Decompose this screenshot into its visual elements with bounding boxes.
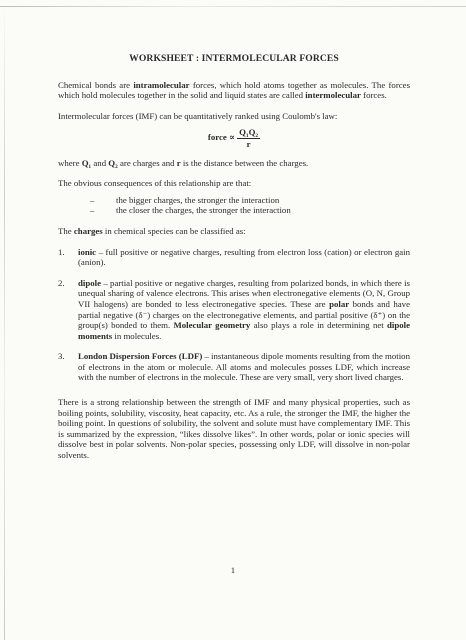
classify-text: in chemical species can be classified as:: [102, 225, 246, 236]
page-number: 1: [230, 565, 236, 575]
list-item-ionic: [58, 247, 410, 268]
item-number: 2.: [58, 277, 65, 288]
list-item: [58, 195, 410, 206]
item-number: 3.: [58, 351, 65, 362]
coulomb-formula: [58, 127, 410, 149]
charges-term: charges: [73, 225, 103, 236]
ldf-text: – instantaneous dipole moments resulting from the motion of electrons in the atom or molecule. All atoms and molecules posses LDF, which increase with the number of electrons in the molecule. These are very small, very short lived charges.: [78, 351, 410, 383]
intro-paragraph: [58, 80, 410, 101]
intro-text: forces.: [360, 90, 387, 101]
dipole-text: in molecules.: [112, 330, 162, 341]
list-item-text: the bigger charges, the stronger the interaction: [116, 194, 280, 205]
intro-text: forces, which hold atoms together as molecules. The forces which hold molecules together in the solid and liquid states are called: [58, 79, 410, 101]
intramolecular-term: intramolecular: [133, 79, 190, 90]
scan-edge-top: [0, 6, 466, 7]
closing-paragraph: There is a strong relationship between the strength of IMF and many physical properties, such as boiling points, solubility, viscosity, heat capacity, etc. As a rule, the stronger the IMF, the higher the boiling point. In questions of solubility, the solvent and solute must have complementary IMF. This is summarized by the expression, “likes dissolve likes”. In other words, polar or ionic species will dissolve best in polar solvents. Non-polar species, possessing only LDF, will dissolve in non-polar solvents.: [58, 397, 410, 461]
list-item-dipole: [58, 278, 410, 342]
formula-numerator: Q₁Q₂: [239, 127, 259, 138]
where-line: [58, 158, 410, 169]
formula-fraction: [237, 127, 260, 149]
where-text: is the distance between the charges.: [180, 157, 309, 168]
polar-term: polar: [329, 298, 350, 309]
consequences-list: [58, 195, 410, 216]
dipole-text: – partial positive or negative charges, resulting from polarized bonds, in which there is unequal sharing of valence electrons. This arises when electronegative elements (O, N, Group VII halogens) are bonded to less electronegative species. These are: [78, 277, 410, 309]
item-number: 1.: [58, 246, 65, 257]
list-item: [58, 205, 410, 216]
where-text: and: [91, 157, 109, 168]
q1-symbol: Q₁: [81, 157, 92, 168]
formula-lhs: force ∝: [207, 132, 235, 143]
dipole-term: dipole: [78, 277, 101, 288]
intro-text: Chemical bonds are: [58, 79, 134, 90]
dash-marker: –: [90, 205, 95, 216]
page-title: WORKSHEET : INTERMOLECULAR FORCES: [129, 53, 339, 64]
where-text: are charges and: [117, 157, 177, 168]
where-text: where: [58, 157, 82, 168]
classify-line: [58, 226, 410, 237]
scan-edge-left: [4, 0, 5, 640]
ionic-term: ionic: [78, 246, 97, 257]
consequences-lead: The obvious consequences of this relationship are that:: [58, 178, 252, 189]
list-item-ldf: [58, 351, 410, 383]
worksheet-page: [58, 54, 410, 471]
dipole-text: also plays a role in determining net: [250, 320, 387, 331]
dipole-moments-term: dipole moments: [78, 320, 410, 341]
classify-text: The: [58, 225, 74, 236]
coulomb-intro: Intermolecular forces (IMF) can be quantitatively ranked using Coulomb's law:: [58, 110, 338, 121]
list-item-text: the closer the charges, the stronger the interaction: [116, 205, 291, 216]
molecular-geometry-term: Molecular geometry: [173, 320, 251, 331]
dash-marker: –: [90, 194, 95, 205]
ldf-term: London Dispersion Forces (LDF): [78, 351, 203, 362]
q2-symbol: Q₂: [108, 157, 118, 168]
charge-types-list: [58, 247, 410, 384]
r-symbol: r: [176, 157, 181, 168]
ionic-text: – full positive or negative charges, resulting from electron loss (cation) or electron gain (anion).: [78, 246, 410, 268]
intermolecular-term: intermolecular: [305, 90, 361, 101]
dipole-text: bonds and have partial negative (δ⁻) charges on the electronegative elements, and partial positive (δ⁺) on the group(s) bonded to them.: [78, 298, 410, 331]
formula-denominator: r: [246, 138, 251, 149]
